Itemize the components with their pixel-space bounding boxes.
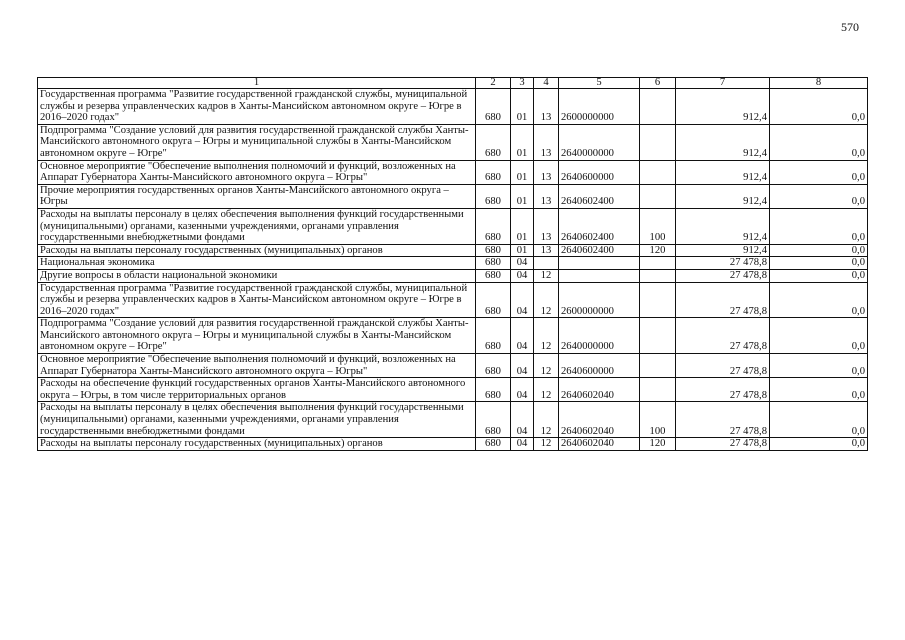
table-row	[38, 269, 868, 282]
row-section-code: 04	[511, 438, 534, 451]
row-expense-type: 120	[640, 244, 676, 257]
table-row	[38, 124, 868, 160]
header-cell: 5	[559, 78, 640, 89]
row-target-code: 2640602040	[559, 438, 640, 451]
row-expense-type	[640, 124, 676, 160]
row-amount: 912,4	[676, 160, 770, 184]
row-ministry-code: 680	[476, 208, 511, 244]
table-row	[38, 160, 868, 184]
header-cell: 4	[534, 78, 559, 89]
header-cell: 7	[676, 78, 770, 89]
row-amount-2: 0,0	[770, 269, 868, 282]
row-name: Подпрограмма "Создание условий для развития государственной гражданской службы Ханты-Мансийского автономного округа – Югры и муниципальной службы в Ханты-Мансийском автономном округе – Югре"	[38, 124, 476, 160]
row-amount-2: 0,0	[770, 378, 868, 402]
table-row	[38, 257, 868, 270]
row-subsection-code: 13	[534, 208, 559, 244]
row-amount: 912,4	[676, 208, 770, 244]
row-subsection-code: 12	[534, 354, 559, 378]
row-ministry-code: 680	[476, 282, 511, 318]
row-section-code: 01	[511, 89, 534, 125]
row-amount: 27 478,8	[676, 402, 770, 438]
row-amount-2: 0,0	[770, 438, 868, 451]
row-ministry-code: 680	[476, 269, 511, 282]
row-amount: 27 478,8	[676, 438, 770, 451]
row-ministry-code: 680	[476, 89, 511, 125]
row-section-code: 04	[511, 282, 534, 318]
row-subsection-code: 12	[534, 438, 559, 451]
row-ministry-code: 680	[476, 124, 511, 160]
row-section-code: 01	[511, 184, 534, 208]
row-ministry-code: 680	[476, 438, 511, 451]
row-amount: 27 478,8	[676, 354, 770, 378]
row-subsection-code: 12	[534, 282, 559, 318]
row-amount: 27 478,8	[676, 269, 770, 282]
row-section-code: 04	[511, 269, 534, 282]
row-expense-type	[640, 318, 676, 354]
row-amount: 912,4	[676, 184, 770, 208]
row-subsection-code: 12	[534, 318, 559, 354]
row-amount-2: 0,0	[770, 257, 868, 270]
row-amount-2: 0,0	[770, 282, 868, 318]
table-row	[38, 282, 868, 318]
table-row	[38, 208, 868, 244]
row-section-code: 01	[511, 244, 534, 257]
row-target-code: 2640000000	[559, 318, 640, 354]
table-row	[38, 438, 868, 451]
row-subsection-code: 12	[534, 378, 559, 402]
table-row	[38, 89, 868, 125]
header-row	[38, 78, 868, 89]
row-amount-2: 0,0	[770, 354, 868, 378]
row-target-code: 2640602400	[559, 184, 640, 208]
row-expense-type	[640, 257, 676, 270]
row-target-code: 2600000000	[559, 282, 640, 318]
row-section-code: 04	[511, 402, 534, 438]
row-ministry-code: 680	[476, 184, 511, 208]
row-subsection-code: 13	[534, 89, 559, 125]
row-ministry-code: 680	[476, 257, 511, 270]
row-ministry-code: 680	[476, 378, 511, 402]
header-cell: 6	[640, 78, 676, 89]
row-name: Расходы на выплаты персоналу государственных (муниципальных) органов	[38, 244, 476, 257]
row-amount-2: 0,0	[770, 124, 868, 160]
row-name: Расходы на обеспечение функций государственных органов Ханты-Мансийского автономного округа – Югры, в том числе территориальных органов	[38, 378, 476, 402]
row-expense-type	[640, 354, 676, 378]
row-name: Расходы на выплаты персоналу в целях обеспечения выполнения функций государственными (муниципальными) органами, казенными учреждениями, органами управления государственными внебюджетными фондами	[38, 402, 476, 438]
row-amount: 27 478,8	[676, 318, 770, 354]
row-section-code: 04	[511, 318, 534, 354]
header-cell: 3	[511, 78, 534, 89]
row-expense-type: 100	[640, 402, 676, 438]
row-target-code: 2600000000	[559, 89, 640, 125]
row-target-code: 2640602400	[559, 208, 640, 244]
row-expense-type	[640, 160, 676, 184]
budget-table	[37, 77, 868, 451]
row-name: Прочие мероприятия государственных органов Ханты-Мансийского автономного округа – Югры	[38, 184, 476, 208]
table-row	[38, 402, 868, 438]
row-subsection-code: 13	[534, 160, 559, 184]
row-amount-2: 0,0	[770, 402, 868, 438]
row-expense-type: 100	[640, 208, 676, 244]
row-target-code	[559, 269, 640, 282]
row-target-code: 2640600000	[559, 354, 640, 378]
row-expense-type	[640, 282, 676, 318]
row-name: Национальная экономика	[38, 257, 476, 270]
row-amount-2: 0,0	[770, 208, 868, 244]
table-row	[38, 184, 868, 208]
row-name: Другие вопросы в области национальной экономики	[38, 269, 476, 282]
row-target-code: 2640602040	[559, 402, 640, 438]
row-amount: 27 478,8	[676, 257, 770, 270]
row-amount: 912,4	[676, 124, 770, 160]
row-ministry-code: 680	[476, 354, 511, 378]
row-amount-2: 0,0	[770, 318, 868, 354]
row-subsection-code: 13	[534, 244, 559, 257]
row-name: Основное мероприятие "Обеспечение выполнения полномочий и функций, возложенных на Аппарат Губернатора Ханты-Мансийского автономного округа – Югры"	[38, 354, 476, 378]
row-amount-2: 0,0	[770, 244, 868, 257]
row-subsection-code: 12	[534, 402, 559, 438]
row-expense-type	[640, 89, 676, 125]
row-name: Государственная программа "Развитие государственной гражданской службы, муниципальной службы и резерва управленческих кадров в Ханты-Мансийском автономном округе – Югре в 2016–2020 годах"	[38, 282, 476, 318]
row-ministry-code: 680	[476, 402, 511, 438]
row-subsection-code	[534, 257, 559, 270]
row-target-code	[559, 257, 640, 270]
table-row	[38, 354, 868, 378]
table-row	[38, 244, 868, 257]
header-cell: 8	[770, 78, 868, 89]
row-section-code: 01	[511, 208, 534, 244]
row-section-code: 04	[511, 354, 534, 378]
table-row	[38, 378, 868, 402]
row-subsection-code: 13	[534, 184, 559, 208]
row-amount: 912,4	[676, 89, 770, 125]
row-name: Расходы на выплаты персоналу в целях обеспечения выполнения функций государственными (муниципальными) органами, казенными учреждениями, органами управления государственными внебюджетными фондами	[38, 208, 476, 244]
header-cell: 2	[476, 78, 511, 89]
page-number: 570	[841, 20, 859, 34]
row-section-code: 01	[511, 124, 534, 160]
row-amount: 27 478,8	[676, 282, 770, 318]
row-name: Государственная программа "Развитие государственной гражданской службы, муниципальной службы и резерва управленческих кадров в Ханты-Мансийском автономном округе – Югре в 2016–2020 годах"	[38, 89, 476, 125]
row-amount: 912,4	[676, 244, 770, 257]
row-amount-2: 0,0	[770, 184, 868, 208]
row-name: Расходы на выплаты персоналу государственных (муниципальных) органов	[38, 438, 476, 451]
row-section-code: 04	[511, 257, 534, 270]
row-expense-type	[640, 378, 676, 402]
row-subsection-code: 13	[534, 124, 559, 160]
row-subsection-code: 12	[534, 269, 559, 282]
row-target-code: 2640602040	[559, 378, 640, 402]
row-ministry-code: 680	[476, 160, 511, 184]
row-amount: 27 478,8	[676, 378, 770, 402]
row-amount-2: 0,0	[770, 89, 868, 125]
row-section-code: 01	[511, 160, 534, 184]
row-section-code: 04	[511, 378, 534, 402]
row-target-code: 2640602400	[559, 244, 640, 257]
row-name: Подпрограмма "Создание условий для развития государственной гражданской службы Ханты-Мансийского автономного округа – Югры и муниципальной службы в Ханты-Мансийском автономном округе – Югре"	[38, 318, 476, 354]
row-target-code: 2640600000	[559, 160, 640, 184]
table-row	[38, 318, 868, 354]
row-amount-2: 0,0	[770, 160, 868, 184]
row-target-code: 2640000000	[559, 124, 640, 160]
row-expense-type: 120	[640, 438, 676, 451]
row-expense-type	[640, 184, 676, 208]
row-name: Основное мероприятие "Обеспечение выполнения полномочий и функций, возложенных на Аппарат Губернатора Ханты-Мансийского автономного округа – Югры"	[38, 160, 476, 184]
row-ministry-code: 680	[476, 244, 511, 257]
row-expense-type	[640, 269, 676, 282]
header-cell: 1	[38, 78, 476, 89]
row-ministry-code: 680	[476, 318, 511, 354]
